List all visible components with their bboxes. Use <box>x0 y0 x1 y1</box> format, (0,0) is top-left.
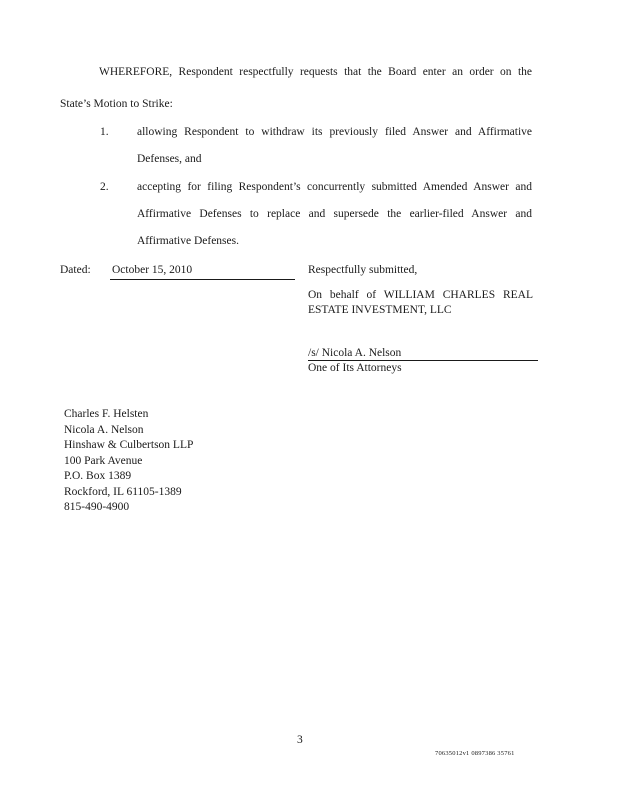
address-block <box>64 407 193 516</box>
signature-line <box>308 360 538 361</box>
address-line: Nicola A. Nelson <box>64 423 144 436</box>
signature-closing: Respectfully submitted, <box>308 264 418 276</box>
address-line: Rockford, IL 61105-1389 <box>64 485 182 498</box>
item-1-line-1: allowing Respondent to withdraw its previously filed Answer and Affirmative <box>137 126 532 138</box>
dated-value: October 15, 2010 <box>112 264 193 276</box>
signature-electronic: /s/ Nicola A. Nelson <box>308 347 402 359</box>
page-number: 3 <box>297 734 303 746</box>
dated-label: Dated: <box>60 264 91 276</box>
address-line: 100 Park Avenue <box>64 454 143 467</box>
address-line: P.O. Box 1389 <box>64 470 132 482</box>
item-2-number: 2. <box>100 181 109 193</box>
address-line: Hinshaw & Culbertson LLP <box>64 439 194 451</box>
signature-role: One of Its Attorneys <box>308 362 402 374</box>
item-1-number: 1. <box>100 126 109 138</box>
document-code: 70635012v1 0897386 35761 <box>435 750 515 757</box>
item-2-line-1: accepting for filing Respondent’s concurrently submitted Amended Answer and <box>137 181 532 193</box>
dated-underline <box>110 279 295 280</box>
on-behalf-line-2: ESTATE INVESTMENT, LLC <box>308 304 452 316</box>
item-2-line-3: Affirmative Defenses. <box>137 235 239 247</box>
on-behalf-line-1: On behalf of WILLIAM CHARLES REAL <box>308 289 533 301</box>
address-line: 815-490-4900 <box>64 501 130 513</box>
paragraph-line-2: State’s Motion to Strike: <box>60 98 173 110</box>
address-line: Charles F. Helsten <box>64 408 149 420</box>
item-2-line-2: Affirmative Defenses to replace and supersede the earlier-filed Answer and <box>137 208 532 220</box>
paragraph-line-1: WHEREFORE, Respondent respectfully requests that the Board enter an order on the <box>99 66 532 78</box>
item-1-line-2: Defenses, and <box>137 153 202 165</box>
